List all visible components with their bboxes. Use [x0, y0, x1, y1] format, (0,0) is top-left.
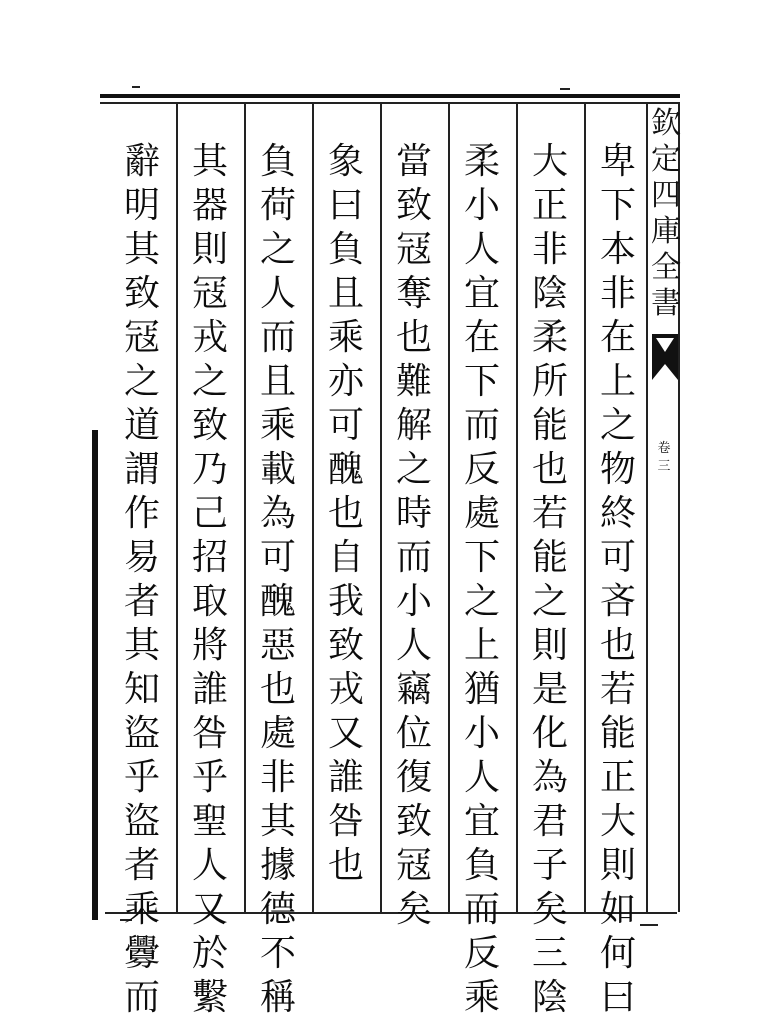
glyph: 則	[191, 229, 228, 270]
column-rule	[448, 104, 450, 912]
text-column-6	[247, 140, 309, 1020]
glyph: 又	[327, 713, 364, 754]
glyph: 也	[259, 669, 296, 710]
column-rule	[516, 104, 518, 912]
glyph: 若	[599, 669, 636, 710]
column-rule	[584, 104, 586, 912]
glyph: 其	[259, 801, 296, 842]
glyph: 負	[327, 229, 364, 270]
glyph: 致	[123, 273, 160, 314]
glyph: 曰	[599, 977, 636, 1018]
glyph: 上	[463, 625, 500, 666]
glyph: 不	[259, 933, 296, 974]
glyph: 作	[123, 493, 160, 534]
glyph: 醜	[259, 581, 296, 622]
glyph: 致	[191, 405, 228, 446]
glyph: 而	[259, 317, 296, 358]
ink-speck	[560, 88, 570, 90]
glyph: 正	[531, 185, 568, 226]
glyph: 下	[463, 537, 500, 578]
glyph: 亦	[327, 361, 364, 402]
column-rule	[312, 104, 314, 912]
glyph: 誰	[327, 757, 364, 798]
glyph: 物	[599, 449, 636, 490]
glyph: 致	[395, 801, 432, 842]
glyph: 君	[531, 801, 568, 842]
glyph: 難	[395, 361, 432, 402]
glyph: 而	[463, 889, 500, 930]
glyph: 且	[259, 361, 296, 402]
glyph: 小	[463, 713, 500, 754]
glyph: 者	[123, 581, 160, 622]
glyph: 下	[599, 185, 636, 226]
glyph: 陰	[531, 977, 568, 1018]
glyph: 繫	[191, 977, 228, 1018]
glyph: 定	[651, 142, 681, 177]
glyph: 人	[463, 757, 500, 798]
glyph: 小	[463, 185, 500, 226]
glyph: 盜	[123, 713, 160, 754]
glyph: 於	[191, 933, 228, 974]
glyph: 德	[259, 889, 296, 930]
margin-fascicle-label	[656, 440, 672, 476]
glyph: 聖	[191, 801, 228, 842]
glyph: 而	[463, 405, 500, 446]
fishtail-mark-icon	[650, 334, 680, 380]
glyph: 乘	[123, 889, 160, 930]
glyph: 卷	[657, 441, 671, 456]
glyph: 竊	[395, 669, 432, 710]
column-rule	[176, 104, 178, 912]
glyph: 冦	[395, 845, 432, 886]
glyph: 器	[191, 185, 228, 226]
glyph: 人	[463, 229, 500, 270]
top-border-rule	[100, 94, 680, 98]
column-rule	[380, 104, 382, 912]
top-inner-rule	[100, 102, 680, 104]
glyph: 易	[123, 537, 160, 578]
glyph: 三	[531, 933, 568, 974]
glyph: 在	[463, 317, 500, 358]
glyph: 之	[191, 361, 228, 402]
glyph: 陰	[531, 273, 568, 314]
glyph: 則	[599, 845, 636, 886]
column-rule	[244, 104, 246, 912]
glyph: 之	[395, 449, 432, 490]
glyph: 戎	[327, 669, 364, 710]
glyph: 之	[259, 229, 296, 270]
glyph: 可	[599, 537, 636, 578]
glyph: 咎	[327, 801, 364, 842]
glyph: 三	[657, 459, 671, 474]
glyph: 終	[599, 493, 636, 534]
glyph: 載	[259, 449, 296, 490]
glyph: 如	[599, 889, 636, 930]
glyph: 也	[327, 493, 364, 534]
glyph: 冦	[123, 317, 160, 358]
glyph: 能	[599, 713, 636, 754]
glyph: 反	[463, 933, 500, 974]
glyph: 致	[395, 185, 432, 226]
glyph: 為	[259, 493, 296, 534]
glyph: 全	[651, 250, 681, 285]
glyph: 惡	[259, 625, 296, 666]
glyph: 知	[123, 669, 160, 710]
glyph: 稱	[259, 977, 296, 1018]
text-column-4	[383, 140, 445, 932]
glyph: 柔	[531, 317, 568, 358]
glyph: 而	[395, 537, 432, 578]
glyph: 我	[327, 581, 364, 622]
ink-speck	[132, 86, 140, 88]
glyph: 處	[463, 493, 500, 534]
glyph: 乎	[123, 757, 160, 798]
glyph: 能	[531, 537, 568, 578]
left-gutter-shadow	[92, 430, 98, 920]
glyph: 化	[531, 713, 568, 754]
margin-book-title	[648, 106, 684, 322]
glyph: 為	[531, 757, 568, 798]
glyph: 處	[259, 713, 296, 754]
glyph: 乎	[191, 757, 228, 798]
glyph: 誰	[191, 669, 228, 710]
text-column-1	[587, 140, 649, 1020]
glyph: 非	[531, 229, 568, 270]
glyph: 其	[123, 625, 160, 666]
glyph: 招	[191, 537, 228, 578]
glyph: 時	[395, 493, 432, 534]
glyph: 也	[531, 449, 568, 490]
glyph: 庫	[651, 214, 681, 249]
glyph: 奪	[395, 273, 432, 314]
glyph: 宜	[463, 801, 500, 842]
glyph: 欽	[651, 106, 681, 141]
glyph: 曰	[327, 185, 364, 226]
glyph: 乘	[259, 405, 296, 446]
glyph: 也	[327, 845, 364, 886]
glyph: 是	[531, 669, 568, 710]
glyph: 謂	[123, 449, 160, 490]
glyph: 則	[531, 625, 568, 666]
glyph: 其	[123, 229, 160, 270]
glyph: 醜	[327, 449, 364, 490]
glyph: 而	[123, 977, 160, 1018]
glyph: 冦	[395, 229, 432, 270]
text-column-8	[111, 140, 173, 1020]
glyph: 乘	[327, 317, 364, 358]
glyph: 當	[395, 141, 432, 182]
glyph: 者	[123, 845, 160, 886]
glyph: 辭	[123, 141, 160, 182]
glyph: 之	[599, 405, 636, 446]
glyph: 卑	[599, 141, 636, 182]
glyph: 四	[651, 178, 681, 213]
glyph: 猶	[463, 669, 500, 710]
glyph: 柔	[463, 141, 500, 182]
glyph: 象	[327, 141, 364, 182]
glyph: 將	[191, 625, 228, 666]
glyph: 可	[327, 405, 364, 446]
glyph: 宜	[463, 273, 500, 314]
glyph: 可	[259, 537, 296, 578]
glyph: 己	[191, 493, 228, 534]
glyph: 又	[191, 889, 228, 930]
glyph: 之	[123, 361, 160, 402]
glyph: 之	[531, 581, 568, 622]
glyph: 荷	[259, 185, 296, 226]
glyph: 若	[531, 493, 568, 534]
text-column-5	[315, 140, 377, 888]
glyph: 道	[123, 405, 160, 446]
glyph: 之	[463, 581, 500, 622]
glyph: 本	[599, 229, 636, 270]
glyph: 在	[599, 317, 636, 358]
glyph: 吝	[599, 581, 636, 622]
glyph: 子	[531, 845, 568, 886]
glyph: 解	[395, 405, 432, 446]
glyph: 非	[259, 757, 296, 798]
glyph: 冦	[191, 273, 228, 314]
glyph: 乘	[463, 977, 500, 1018]
text-column-3	[451, 140, 513, 1020]
glyph: 自	[327, 537, 364, 578]
glyph: 矣	[531, 889, 568, 930]
glyph: 何	[599, 933, 636, 974]
glyph: 位	[395, 713, 432, 754]
glyph: 且	[327, 273, 364, 314]
glyph: 人	[259, 273, 296, 314]
glyph: 明	[123, 185, 160, 226]
glyph: 咎	[191, 713, 228, 754]
text-column-2	[519, 140, 581, 1020]
glyph: 戎	[191, 317, 228, 358]
glyph: 人	[395, 625, 432, 666]
glyph: 其	[191, 141, 228, 182]
glyph: 書	[651, 286, 681, 321]
glyph: 也	[599, 625, 636, 666]
glyph: 矣	[395, 889, 432, 930]
glyph: 負	[259, 141, 296, 182]
glyph: 大	[531, 141, 568, 182]
glyph: 負	[463, 845, 500, 886]
glyph: 所	[531, 361, 568, 402]
glyph: 取	[191, 581, 228, 622]
glyph: 人	[191, 845, 228, 886]
glyph: 釁	[123, 933, 160, 974]
glyph: 也	[395, 317, 432, 358]
glyph: 下	[463, 361, 500, 402]
glyph: 小	[395, 581, 432, 622]
glyph: 上	[599, 361, 636, 402]
glyph: 能	[531, 405, 568, 446]
glyph: 乃	[191, 449, 228, 490]
text-column-7	[179, 140, 241, 1020]
glyph: 致	[327, 625, 364, 666]
glyph: 非	[599, 273, 636, 314]
glyph: 大	[599, 801, 636, 842]
glyph: 正	[599, 757, 636, 798]
glyph: 盜	[123, 801, 160, 842]
glyph: 復	[395, 757, 432, 798]
glyph: 據	[259, 845, 296, 886]
glyph: 反	[463, 449, 500, 490]
